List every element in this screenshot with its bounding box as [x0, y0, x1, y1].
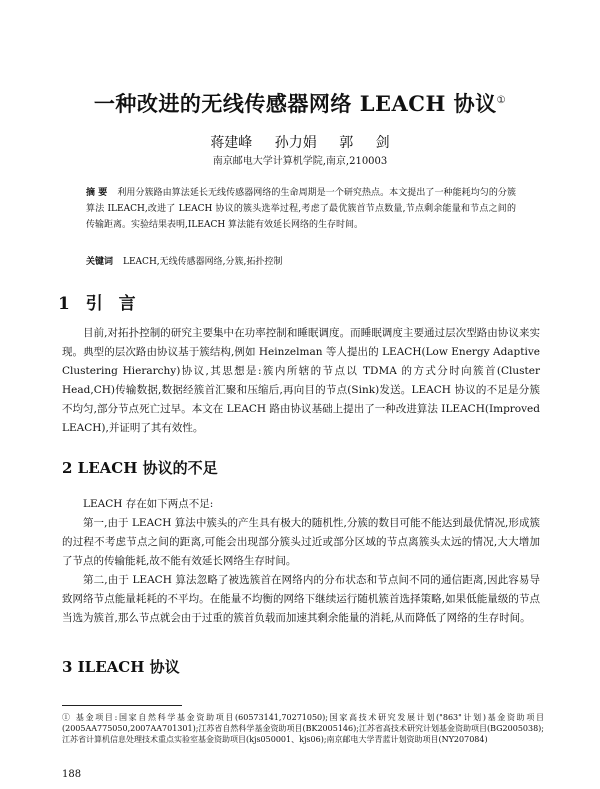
section-1-paragraph: 目前,对拓扑控制的研究主要集中在功率控制和睡眠调度。而睡眠调度主要通过层次型路由协议来实现。典型的层次路由协议基于簇结构,例如 Heinzelman 等人提出的 LEACH(Low Energy Adaptive Clustering Hierarchy)协议,其思想是:簇内所辖的节点以 TDMA 的方式分时向簇首(Cluster Head,CH)传输数据,数据经簇首汇聚和压缩后,再向目的节点(Sink)发送。LEACH 协议的不足是分簇不均匀,部分节点死亡过早。本文在 LEACH 路由协议基础上提出了一种改进算法 ILEACH(Improved LEACH),并证明了其有效性。 — [62, 327, 540, 434]
footnote: ① 基金项目:国家自然科学基金资助项目(60573141,70271050);国家高技术研究发展计划("863"计划)基金资助项目(2005AA775050,2007AA701301);江苏省自然科学基金资助项目(BK2005146);江苏省高技术研究计划基金资助项目(BG2005038);江苏省计算机信息处理技术重点实验室基金资助项目(kjs050001、kjs06);南京邮电大学青蓝计划资助项目(NY207084) — [62, 713, 544, 744]
abstract-text: 利用分簇路由算法延长无线传感器网络的生命周期是一个研究热点。本文提出了一种能耗均匀的分簇算法 ILEACH,改进了 LEACH 协议的簇头选举过程,考虑了最优簇首节点数量,节点剩余能量和节点之间的传输距离。实验结果表明,ILEACH 算法能有效延长网络的生存时间。 — [86, 188, 516, 230]
page-number: 188 — [62, 769, 82, 780]
authors: 蒋建峰 孙力娟 郭 剑 — [210, 135, 390, 151]
section-heading-2: 2 LEACH 协议的不足 — [62, 459, 218, 477]
section-heading-1: 1 引 言 — [58, 294, 136, 314]
title-footnote-mark: ① — [496, 95, 507, 106]
abstract-label: 摘 要 — [86, 188, 108, 198]
section-2-paragraph-first: 第一,由于 LEACH 算法中簇头的产生具有极大的随机性,分簇的数目可能不能达到最优情况,形成簇的过程不考虑节点之间的距离,可能会出现部分簇头过近或部分区域的节点离簇头太远的情况,大大增加了节点的传输能耗,故不能有效延长网络生存时间。 — [62, 517, 540, 567]
keywords — [86, 254, 516, 270]
affiliation: 南京邮电大学计算机学院,南京,210003 — [212, 156, 388, 167]
section-heading-3: 3 ILEACH 协议 — [62, 658, 180, 676]
abstract — [86, 185, 516, 233]
keywords-label: 关键词 — [86, 257, 114, 267]
keywords-text: LEACH,无线传感器网络,分簇,拓扑控制 — [123, 257, 283, 267]
section-2-paragraph-second: 第二,由于 LEACH 算法忽略了被选簇首在网络内的分布状态和节点间不同的通信距离,因此容易导致网络节点能量耗耗的不平均。在能量不均衡的网络下继续运行随机簇首选择策略,如果低能量级的节点当选为簇首,那么节点就会由于过重的簇首负载而加速其剩余能量的消耗,从而降低了网络的生存时间。 — [62, 574, 540, 624]
section-2-paragraph-intro: LEACH 存在如下两点不足: — [83, 498, 214, 510]
paper-title — [0, 88, 600, 118]
title-text: 一种改进的无线传感器网络 LEACH 协议 — [93, 91, 497, 116]
footnote-divider — [62, 705, 182, 706]
